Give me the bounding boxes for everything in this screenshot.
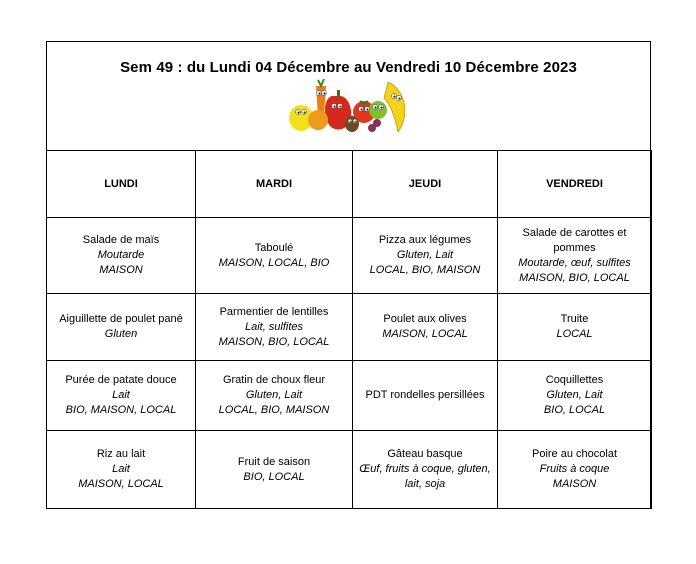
menu-cell: [47, 218, 196, 294]
menu-cell: [353, 218, 498, 294]
dish-allergens: Gluten, Lait: [245, 389, 303, 401]
dish-labels: LOCAL, BIO, MAISON: [218, 404, 330, 416]
menu-row-side: [47, 361, 652, 431]
day-header-lundi: LUNDI: [47, 151, 196, 218]
dish-name: Gâteau basque: [387, 448, 463, 460]
menu-cell: [498, 294, 652, 361]
dish-name: Coquillettes: [545, 374, 604, 386]
menu-row-starter: [47, 218, 652, 294]
dish-allergens: Moutarde: [97, 249, 145, 261]
dish-labels: BIO, LOCAL: [243, 470, 305, 483]
dish-labels: LOCAL: [556, 328, 593, 340]
dish-labels: MAISON, LOCAL: [78, 478, 164, 490]
title-row: [47, 42, 650, 151]
menu-cell: [196, 431, 353, 509]
dish-labels: LOCAL, BIO, MAISON: [369, 264, 481, 276]
day-header-vendredi: VENDREDI: [498, 151, 652, 218]
dish-allergens: Gluten, Lait: [546, 389, 603, 401]
menu-cell: [498, 361, 652, 431]
menu-cell: [47, 294, 196, 361]
dish-allergens: Gluten, Lait: [396, 249, 454, 261]
menu-cell: [353, 431, 498, 509]
menu-sheet: [46, 41, 651, 509]
dish-allergens: Lait: [112, 463, 130, 475]
day-header-jeudi: JEUDI: [353, 151, 498, 218]
dish-allergens: Gluten: [104, 328, 138, 340]
dish-labels: MAISON, BIO, LOCAL: [218, 335, 330, 348]
dish-allergens: Lait, sulfites: [244, 320, 304, 333]
dish-allergens: Fruits à coque: [539, 463, 610, 475]
dish-labels: MAISON, LOCAL: [382, 328, 468, 340]
dish-name: Salade de carottes et pommes: [522, 226, 627, 254]
dish-name: Purée de patate douce: [65, 374, 177, 386]
dish-labels: BIO, LOCAL: [543, 404, 606, 416]
day-header-row: [47, 151, 652, 218]
menu-cell: [498, 431, 652, 509]
dish-labels: MAISON: [99, 264, 143, 276]
dish-allergens: Lait: [112, 389, 130, 401]
dish-name: Salade de maïs: [82, 234, 160, 246]
dish-labels: MAISON: [552, 478, 597, 490]
dish-labels: MAISON, LOCAL, BIO: [218, 256, 330, 269]
menu-row-main: [47, 294, 652, 361]
menu-cell: [498, 218, 652, 294]
menu-cell: [196, 361, 353, 431]
menu-cell: [47, 361, 196, 431]
page-title: Sem 49 : du Lundi 04 Décembre au Vendredi 10 Décembre 2023: [120, 59, 577, 76]
dish-labels: BIO, MAISON, LOCAL: [65, 404, 177, 416]
dish-name: PDT rondelles persillées: [365, 389, 485, 401]
dish-name: Fruit de saison: [237, 455, 311, 468]
menu-cell: [353, 294, 498, 361]
menu-table: [46, 150, 652, 509]
dish-name: Pizza aux légumes: [378, 234, 472, 246]
dish-name: Aiguillette de poulet pané: [59, 313, 183, 325]
dish-name: Truite: [560, 313, 589, 325]
day-header-mardi: MARDI: [196, 151, 353, 218]
dish-allergens: Œuf, fruits à coque, gluten, lait, soja: [359, 463, 491, 490]
dish-name: Riz au lait: [96, 448, 146, 460]
menu-cell: [196, 218, 353, 294]
menu-cell: [47, 431, 196, 509]
menu-row-dessert: [47, 431, 652, 509]
dish-name: Poire au chocolat: [532, 448, 617, 460]
fruits-vegetables-illustration: [288, 76, 412, 134]
menu-cell: [353, 361, 498, 431]
dish-name: Gratin de choux fleur: [222, 374, 326, 386]
dish-name: Taboulé: [254, 241, 294, 254]
dish-labels: MAISON, BIO, LOCAL: [519, 271, 630, 284]
dish-allergens: Moutarde, œuf, sulfites: [518, 256, 631, 269]
dish-name: Parmentier de lentilles: [219, 305, 329, 318]
dish-name: Poulet aux olives: [383, 313, 467, 325]
menu-cell: [196, 294, 353, 361]
